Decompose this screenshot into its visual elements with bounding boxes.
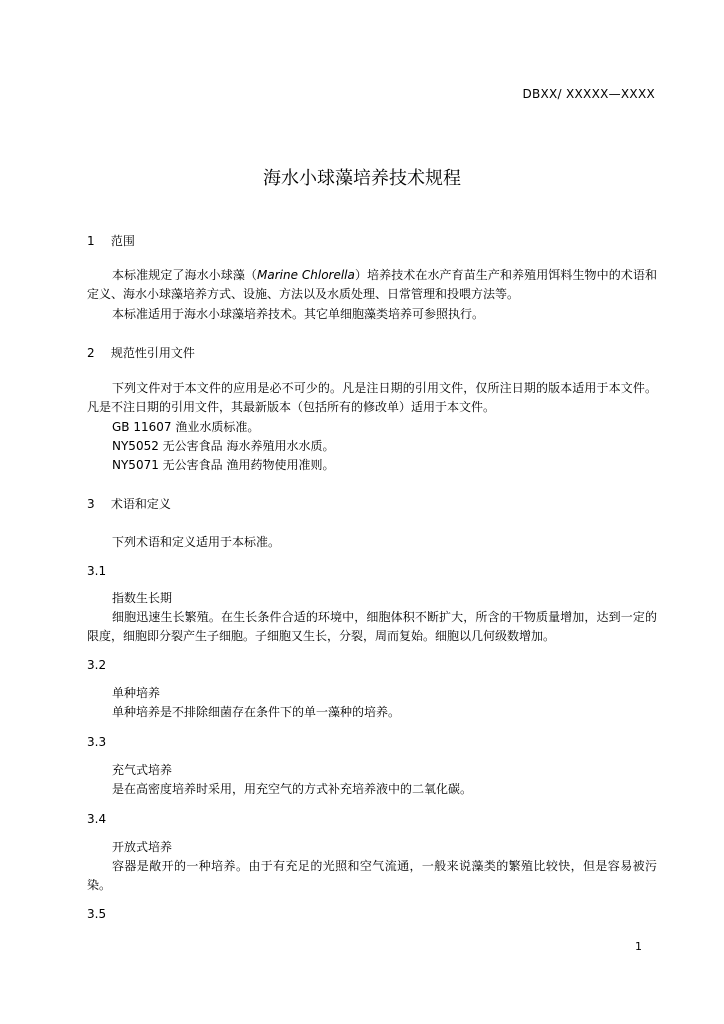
reference-item: NY5052 无公害食品 海水养殖用水水质。 (112, 439, 335, 453)
standard-code: DBXX/ XXXXX—XXXX (522, 87, 655, 101)
document-title: 海水小球藻培养技术规程 (263, 168, 461, 189)
section-heading-3 (87, 495, 171, 513)
term-number: 3.5 (87, 907, 107, 921)
normative-text: 下列文件对于本文件的应用是必不可少的。凡是注日期的引用文件，仅所注日期的版本适用于本文件。凡是不注日期的引用文件，其最新版本（包括所有的修改单）适用于本文件。 (87, 381, 657, 414)
section-title: 范围 (110, 234, 135, 248)
term-number: 3.4 (87, 812, 107, 826)
section-title: 术语和定义 (110, 497, 171, 511)
section-number: 3 (87, 497, 95, 511)
reference-item: NY5071 无公害食品 渔用药物使用准则。 (112, 458, 335, 472)
term-definition-text: 容器是敞开的一种培养。由于有充足的光照和空气流通，一般来说藻类的繁殖比较快，但是容易被污染。 (87, 859, 657, 892)
normative-paragraph (87, 379, 657, 417)
section-title: 规范性引用文件 (110, 346, 195, 360)
term-definition-text: 细胞迅速生长繁殖。在生长条件合适的环境中，细胞体积不断扩大，所含的干物质量增加，达到一定的限度，细胞即分裂产生子细胞。子细胞又生长，分裂，周而复始。细胞以几何级数增加。 (87, 610, 657, 643)
term-definition (87, 608, 657, 646)
term-number: 3.3 (87, 735, 107, 749)
term-name: 指数生长期 (112, 591, 173, 605)
latin-name: Marine Chlorella (257, 268, 355, 282)
scope-text-b: ）培养技术在水产育苗生产和养殖用饵料生物中的术语和定义、海水小球藻培养方式、设施、方法以及水质处理、日常管理和投喂方法等。 (87, 268, 657, 301)
term-number: 3.2 (87, 658, 107, 672)
section-number: 1 (87, 234, 95, 248)
term-name: 开放式培养 (112, 840, 173, 854)
term-name: 充气式培养 (112, 763, 173, 777)
term-number: 3.1 (87, 564, 107, 578)
section-heading-2 (87, 344, 195, 362)
scope-applicability: 本标准适用于海水小球藻培养技术。其它单细胞藻类培养可参照执行。 (112, 307, 485, 321)
section-heading-1 (87, 232, 135, 250)
term-definition (87, 857, 657, 895)
term-definition: 是在高密度培养时采用，用充空气的方式补充培养液中的二氧化碳。 (112, 782, 473, 796)
scope-paragraph (87, 266, 657, 304)
page-number: 1 (635, 940, 642, 953)
terms-intro: 下列术语和定义适用于本标准。 (112, 535, 281, 549)
reference-item: GB 11607 渔业水质标准。 (112, 420, 260, 434)
section-number: 2 (87, 346, 95, 360)
term-name: 单种培养 (112, 686, 161, 700)
scope-text-a: 本标准规定了海水小球藻（ (112, 268, 258, 282)
term-definition: 单种培养是不排除细菌存在条件下的单一藻种的培养。 (112, 705, 401, 719)
